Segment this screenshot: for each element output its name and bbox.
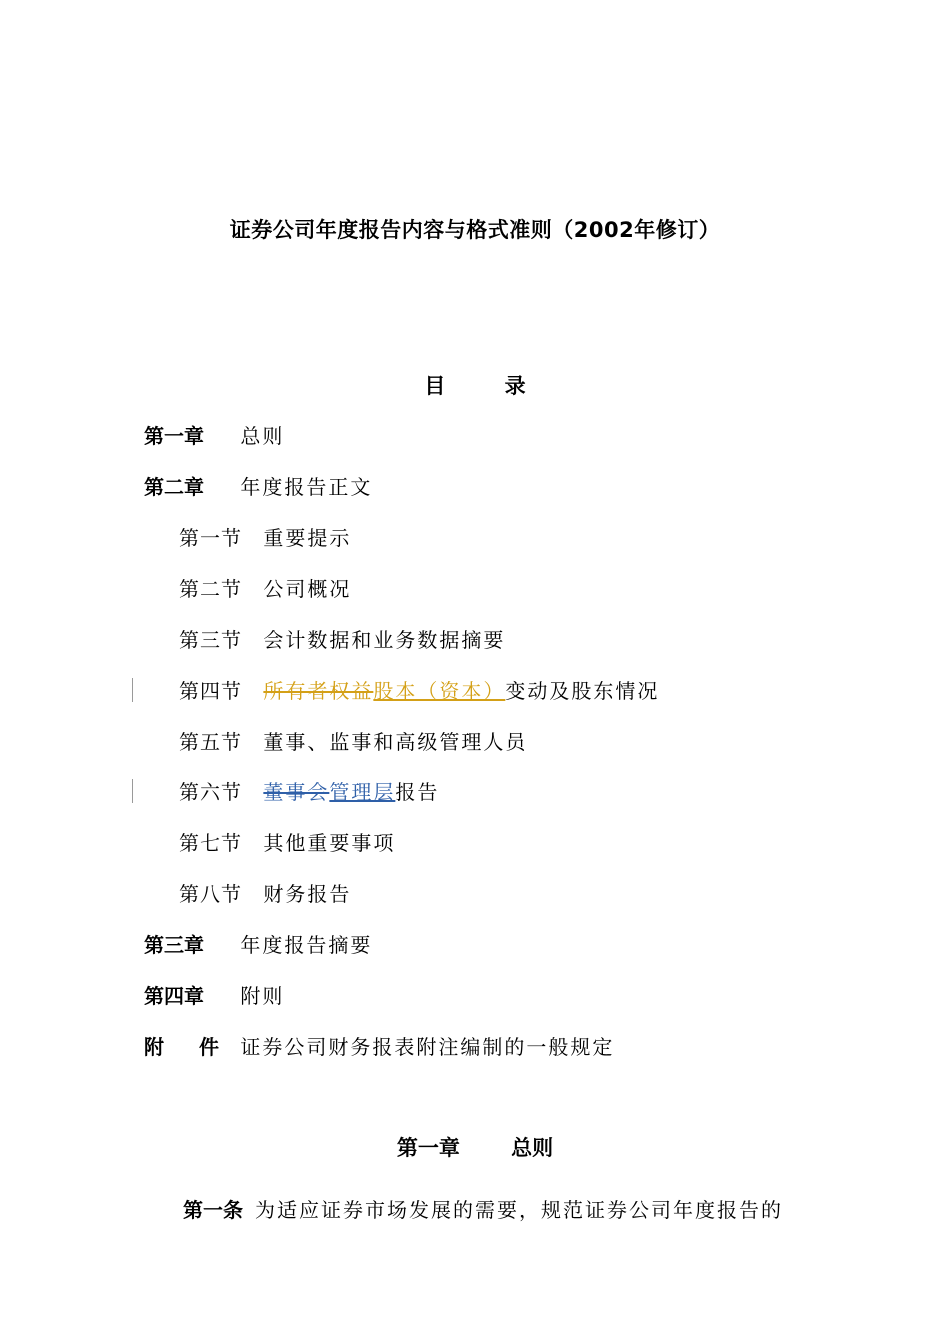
toc-section-label: 第三节 xyxy=(179,628,242,652)
revision-change-bar xyxy=(132,779,133,803)
section-title-rest: 报告 xyxy=(395,780,440,804)
toc-entry-section-3 xyxy=(179,625,505,655)
toc-chapter-label: 第三章 xyxy=(144,933,204,957)
toc-entry-section-1 xyxy=(179,523,351,553)
toc-entry-chapter-3 xyxy=(144,930,372,960)
toc-chapter-label: 第一章 xyxy=(144,424,204,448)
toc-section-title: 重要提示 xyxy=(263,526,352,550)
toc-entry-chapter-4 xyxy=(144,981,284,1011)
inserted-text: 管理层 xyxy=(329,780,396,804)
article-label: 第一条 xyxy=(183,1198,243,1222)
toc-entry-attachment xyxy=(144,1032,614,1062)
toc-chapter-title: 年度报告正文 xyxy=(240,475,373,499)
chapter-heading-title: 总则 xyxy=(511,1136,554,1160)
toc-section-title: 会计数据和业务数据摘要 xyxy=(263,628,506,652)
toc-section-title: 其他重要事项 xyxy=(263,831,396,855)
toc-entry-chapter-1 xyxy=(144,421,284,451)
toc-chapter-label: 第二章 xyxy=(144,475,204,499)
toc-chapter-label: 第四章 xyxy=(144,984,204,1008)
section-title-rest: 变动及股东情况 xyxy=(505,679,660,703)
toc-heading-right: 录 xyxy=(504,374,526,398)
toc-entry-section-4 xyxy=(179,676,659,706)
toc-entry-chapter-2 xyxy=(144,472,372,502)
toc-section-label: 第六节 xyxy=(179,780,242,804)
deleted-text: 所有者权益 xyxy=(263,679,374,703)
toc-section-label: 第二节 xyxy=(179,577,242,601)
toc-section-title: 财务报告 xyxy=(263,882,352,906)
toc-section-title: 董事、监事和高级管理人员 xyxy=(263,730,528,754)
toc-section-label: 第七节 xyxy=(179,831,242,855)
article-1 xyxy=(183,1195,783,1225)
toc-section-label: 第八节 xyxy=(179,882,242,906)
toc-chapter-title: 附则 xyxy=(240,984,285,1008)
toc-entry-section-8 xyxy=(179,879,351,909)
toc-section-label: 第四节 xyxy=(179,679,242,703)
toc-entry-section-2 xyxy=(179,574,351,604)
chapter-heading-number: 第一章 xyxy=(396,1136,460,1160)
toc-section-label: 第五节 xyxy=(179,730,242,754)
toc-chapter-title: 证券公司财务报表附注编制的一般规定 xyxy=(240,1035,615,1059)
revision-change-bar xyxy=(132,678,133,702)
toc-entry-section-5 xyxy=(179,727,527,757)
article-text: 为适应证券市场发展的需要，规范证券公司年度报告的 xyxy=(255,1198,783,1222)
toc-section-title xyxy=(263,780,439,804)
document-title: 证券公司年度报告内容与格式准则（2002年修订） xyxy=(229,218,721,242)
toc-chapter-title: 年度报告摘要 xyxy=(240,933,373,957)
toc-heading-left: 目 xyxy=(424,374,446,398)
toc-entry-section-6 xyxy=(179,777,439,807)
chapter-1-heading xyxy=(0,1132,950,1162)
toc-section-title xyxy=(263,679,659,703)
inserted-text: 股本（资本） xyxy=(373,679,506,703)
toc-heading xyxy=(0,370,950,400)
toc-section-label: 第一节 xyxy=(179,526,242,550)
toc-chapter-title: 总则 xyxy=(240,424,285,448)
toc-chapter-label: 附 件 xyxy=(144,1035,233,1059)
toc-entry-section-7 xyxy=(179,828,395,858)
toc-section-title: 公司概况 xyxy=(263,577,352,601)
deleted-text: 董事会 xyxy=(263,780,330,804)
